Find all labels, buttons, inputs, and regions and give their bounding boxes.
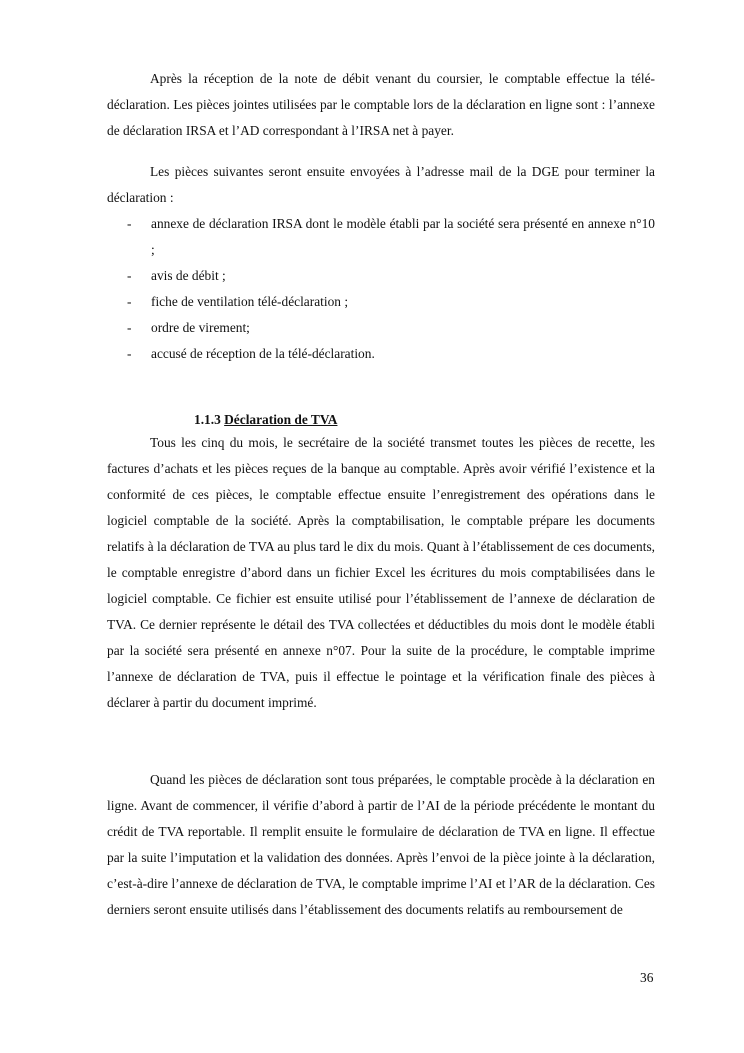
paragraph-tva-online-declaration: Quand les pièces de déclaration sont tous préparées, le comptable procède à la déclaration en ligne. Avant de commencer, il vérifie d’abord à partir de l’AI de la période précédente le montant du crédit de TVA reportable. Il remplit ensuite le formulaire de déclaration de TVA en ligne. Il effectue par la suite l’imputation et la validation des données. Après l’envoi de la pièce jointe à la déclaration, c’est-à-dire l’annexe de déclaration de TVA, le comptable imprime l’AI et l’AR de la déclaration. Ces derniers seront ensuite utilisés dans l’établissement des documents relatifs au remboursement de	[107, 772, 655, 917]
bullet-dash: -	[127, 216, 132, 231]
bullet-dash: -	[127, 346, 132, 361]
page-number: 36	[640, 970, 654, 985]
list-item	[107, 211, 655, 263]
paragraph-dge-documents: Les pièces suivantes seront ensuite envoyées à l’adresse mail de la DGE pour terminer la déclaration :	[107, 164, 655, 205]
list-item	[107, 263, 655, 289]
list-item-text: annexe de déclaration IRSA dont le modèle établi par la société sera présenté en annexe n°10 ;	[151, 216, 655, 257]
list-item-text: fiche de ventilation télé-déclaration ;	[151, 294, 349, 309]
list-item-text: ordre de virement;	[151, 320, 250, 335]
list-item	[107, 315, 655, 341]
paragraph-tva-preparation: Tous les cinq du mois, le secrétaire de la société transmet toutes les pièces de recette, les factures d’achats et les pièces reçues de la banque au comptable. Après avoir vérifié l’existence et la conformité de ces pièces, le comptable effectue ensuite l’enregistrement des opérations dans le logiciel comptable de la société. Après la comptabilisation, le comptable prépare les documents relatifs à la déclaration de TVA au plus tard le dix du mois. Quant à l’établissement de ces documents, le comptable enregistre d’abord dans un fichier Excel les écritures du mois comptabilisées dans le logiciel comptable. Ce fichier est ensuite utilisé pour l’établissement de l’annexe de déclaration de TVA. Ce dernier représente le détail des TVA collectées et déductibles du mois dont le modèle établi par la société sera présenté en annexe n°07. Pour la suite de la procédure, le comptable imprime l’annexe de déclaration de TVA, puis il effectue le pointage et la vérification finale des pièces à déclarer à partir du document imprimé.	[107, 435, 655, 710]
bullet-dash: -	[127, 320, 132, 335]
paragraph-irsa-declaration: Après la réception de la note de débit venant du coursier, le comptable effectue la télé-déclaration. Les pièces jointes utilisées par le comptable lors de la déclaration en ligne sont : l’annexe de déclaration IRSA et l’AD correspondant à l’IRSA net à payer.	[107, 71, 655, 138]
bullet-dash: -	[127, 268, 132, 283]
list-item-text: accusé de réception de la télé-déclaration.	[151, 346, 375, 361]
list-item	[107, 341, 655, 367]
section-title: Déclaration de TVA	[224, 412, 338, 427]
list-item-text: avis de débit ;	[151, 268, 226, 283]
bullet-dash: -	[127, 294, 132, 309]
section-number: 1.1.3	[194, 412, 221, 427]
list-item	[107, 289, 655, 315]
document-list	[107, 211, 655, 367]
